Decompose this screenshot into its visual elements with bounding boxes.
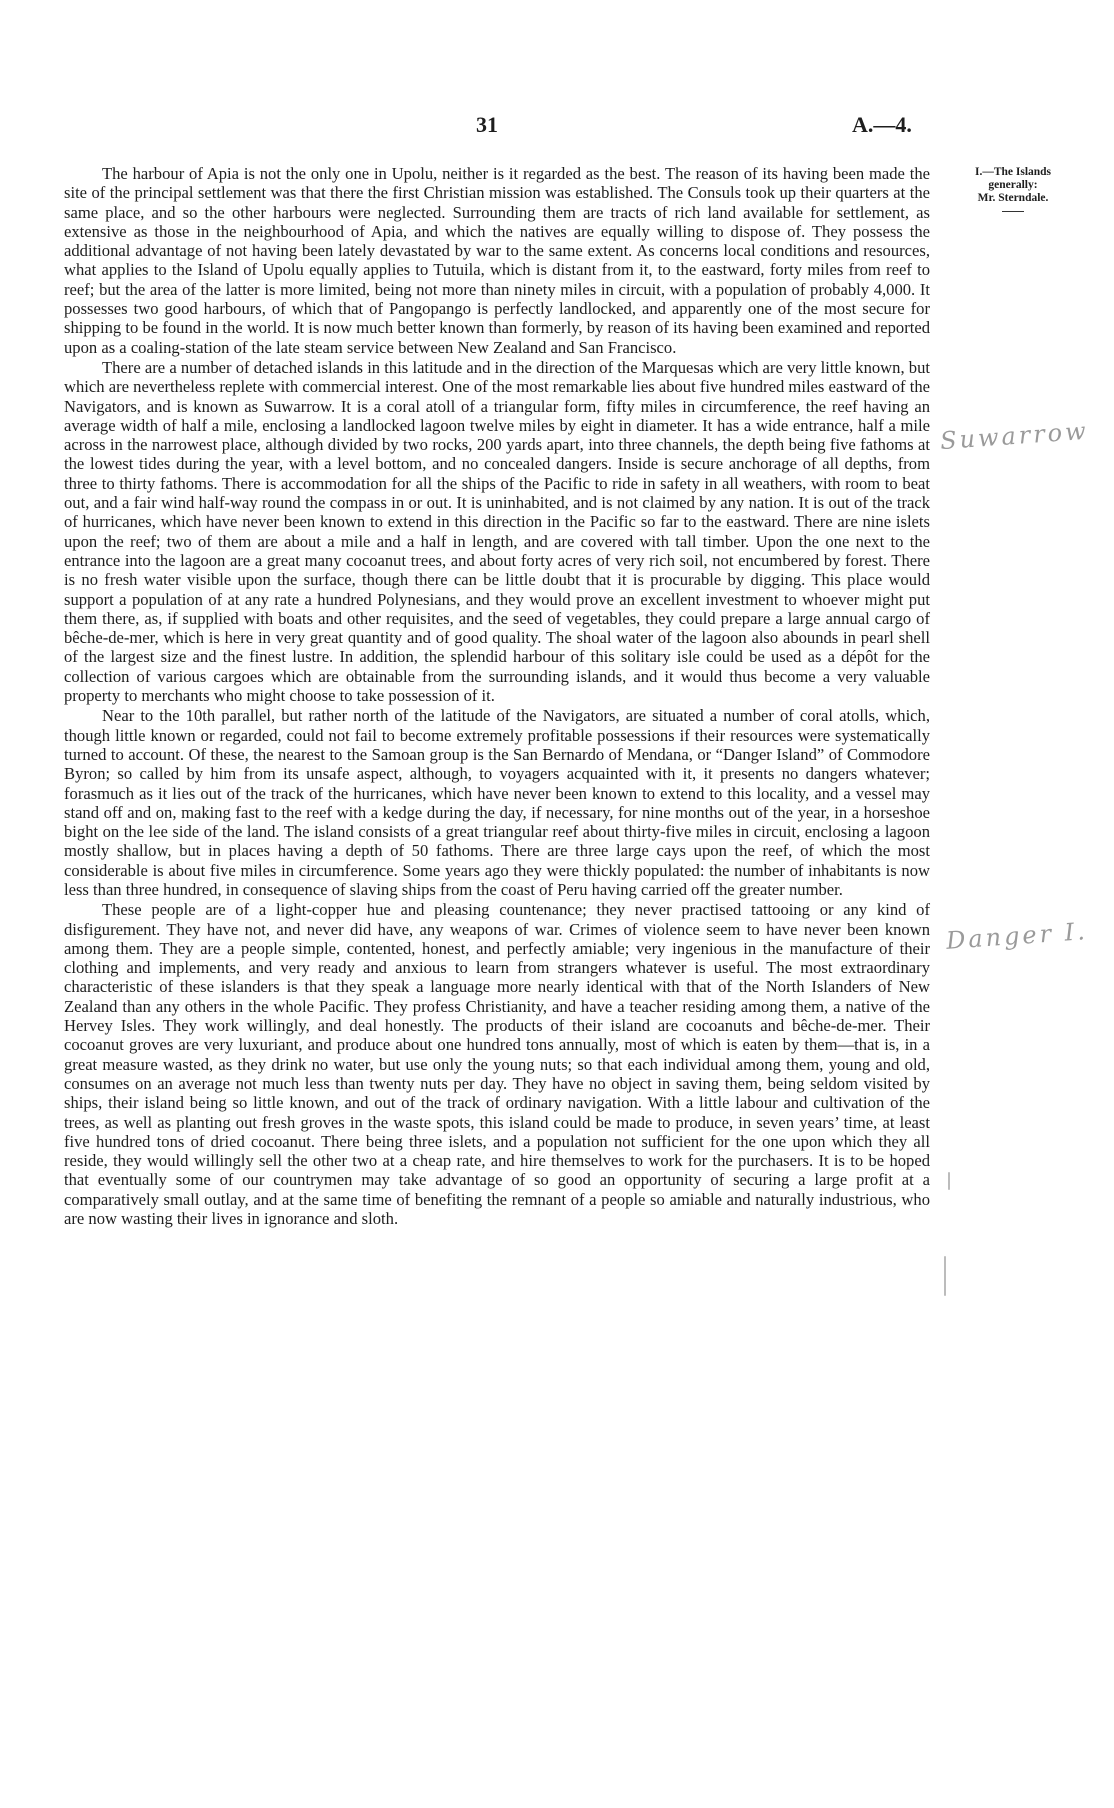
document-reference: A.—4.: [852, 112, 912, 137]
page-header: [0, 112, 1114, 142]
handwritten-note: Danger I.: [945, 917, 1089, 955]
sidenote-divider: [1002, 211, 1024, 212]
paragraph-danger-island: Near to the 10th parallel, but rather north of the latitude of the Navigators, are situated a number of coral atolls, which, though little known or regarded, could not fail to become extremely profitable possessions if their resources were systematically turned to account. Of these, the nearest to the Samoan group is the San Bernardo of Mendana, or “Danger Island” of Commodore Byron; so called by him from its unsafe aspect, although, to voyagers acquainted with it, it presents no dangers whatever; forasmuch as it lies out of the track of the hurricanes, which have never been known to extend to this locality, and a vessel may stand off and on, making fast to the reef with a kedge during the day, if necessary, for nine months out of the year, in a horseshoe bight on the lee side of the land. The island consists of a great triangular reef about thirty-five miles in circuit, enclosing a lagoon mostly shallow, but in places having a depth of 50 fathoms. There are three large cays upon the reef, of which the most considerable is about five miles in circumference. Some years ago they were thickly populated: the number of inhabitants is now less than three hundred, in consequence of slaving ships from the coast of Peru having carried off the greater number.: [64, 706, 930, 899]
body-text: [64, 164, 930, 1228]
margin-pencil-mark: [944, 1256, 946, 1296]
margin-sidenote: [938, 166, 1088, 212]
sidenote-line: Mr. Sterndale.: [977, 192, 1049, 204]
paragraph-suwarrow: There are a number of detached islands in this latitude and in the direction of the Marquesas which are very little known, but which are nevertheless replete with commercial interest. One of the most remarkable lies about five hundred miles eastward of the Navigators, and is known as Suwarrow. It is a coral atoll of a triangular form, fifty miles in circumference, the reef having an average width of half a mile, enclosing a landlocked lagoon twelve miles by eight in diameter. It has a wide entrance, half a mile across in the narrowest place, although divided by two rocks, 200 yards apart, into three channels, the depth being five fathoms at the lowest tides during the year, with a level bottom, and no concealed dangers. Inside is secure anchorage of all depths, from three to thirty fathoms. There is accommodation for all the ships of the Pacific to ride in safety in all weathers, with room to beat out, and a fair wind half-way round the compass in or out. It is uninhabited, and is not claimed by any nation. It is out of the track of hurricanes, which have never been known to extend in this direction in the Pacific so far to the eastward. There are nine islets upon the reef; two of them are about a mile and a half in length, and are covered with tall timber. Upon the one next to the entrance into the lagoon are a great many cocoanut trees, and about forty acres of very rich soil, not encumbered by forest. There is no fresh water visible upon the surface, though there can be little doubt that it is procurable by digging. This place would support a population of at any rate a hundred Polynesians, and they would prove an excellent investment to whoever might put them there, as, if supplied with boats and other requisites, and the seed of vegetables, they could prepare a large annual cargo of bêche-de-mer, which is here in very great quantity and of good quality. The shoal water of the lagoon also abounds in pearl shell of the largest size and the finest lustre. In addition, the splendid harbour of this solitary isle could be used as a dépôt for the collection of various cargoes which are obtainable from the surrounding islands, and it would thus become a very valuable property to merchants who might choose to take possession of it.: [64, 357, 930, 706]
handwritten-note: Suwarrow: [939, 416, 1090, 456]
paragraph-apia-harbour: The harbour of Apia is not the only one in Upolu, neither is it regarded as the best. The reason of its having been made the site of the principal settlement was that there the first Christian mission was established. The Consuls took up their quarters at the same place, and so the other harbours were neglected. Surrounding them are tracts of rich land available for settlement, as extensive as those in the neighbourhood of Apia, and which the natives are equally willing to dispose of. They possess the additional advantage of not having been lately devastated by war to the same extent. As concerns local conditions and resources, what applies to the Island of Upolu equally applies to Tutuila, which is distant from it, to the eastward, forty miles from reef to reef; but the area of the latter is more limited, being not more than ninety miles in circuit, with a population of probably 4,000. It possesses two good harbours, of which that of Pangopango is perfectly landlocked, and apparently one of the most secure for shipping to be found in the world. It is now much better known than formerly, by reason of its having been examined and reported upon as a coaling-station of the late steam service between New Zealand and San Francisco.: [64, 164, 930, 357]
paragraph-islanders: These people are of a light-copper hue and pleasing countenance; they never practised tattooing or any kind of disfigurement. They have not, and never did have, any weapons of war. Crimes of violence seem to have never been known among them. They are a people simple, contented, honest, and perfectly amiable; very ingenious in the manufacture of their clothing and implements, and very ready and anxious to learn from strangers whatever is useful. The most extraordinary characteristic of these islanders is that they speak a language more nearly identical with that of the North Islanders of New Zealand than any others in the whole Pacific. They profess Christianity, and have a teacher residing among them, a native of the Hervey Isles. They work willingly, and deal honestly. The products of their island are cocoanuts and bêche-de-mer. Their cocoanut groves are very luxuriant, and produce about one hundred tons annually, most of which is eaten by them—that is, in a great measure wasted, as they drink no water, but use only the young nuts; so that each individual among them, young and old, consumes on an average not much less than twenty nuts per day. They have no object in saving them, being seldom visited by ships, their island being so little known, and out of the track of ordinary navigation. With a little labour and cultivation of the trees, as well as planting out fresh groves in the waste spots, this island could be made to produce, in seven years’ time, at least five hundred tons of dried cocoanut. There being three islets, and a population not sufficient for the one upon which they all reside, they would willingly sell the other two at a cheap rate, and hire themselves to work for the purchasers. It is to be hoped that eventually some of our countrymen may take advantage of so good an opportunity of securing a large profit at a comparatively small outlay, and at the same time of benefiting the remnant of a people so amiable and naturally industrious, who are now wasting their lives in ignorance and sloth.: [64, 900, 930, 1229]
sidenote-line: I.—The Islands: [974, 166, 1052, 178]
margin-pencil-mark: [948, 1172, 950, 1190]
sidenote-line: generally:: [988, 179, 1038, 191]
page-number: 31: [476, 112, 498, 137]
